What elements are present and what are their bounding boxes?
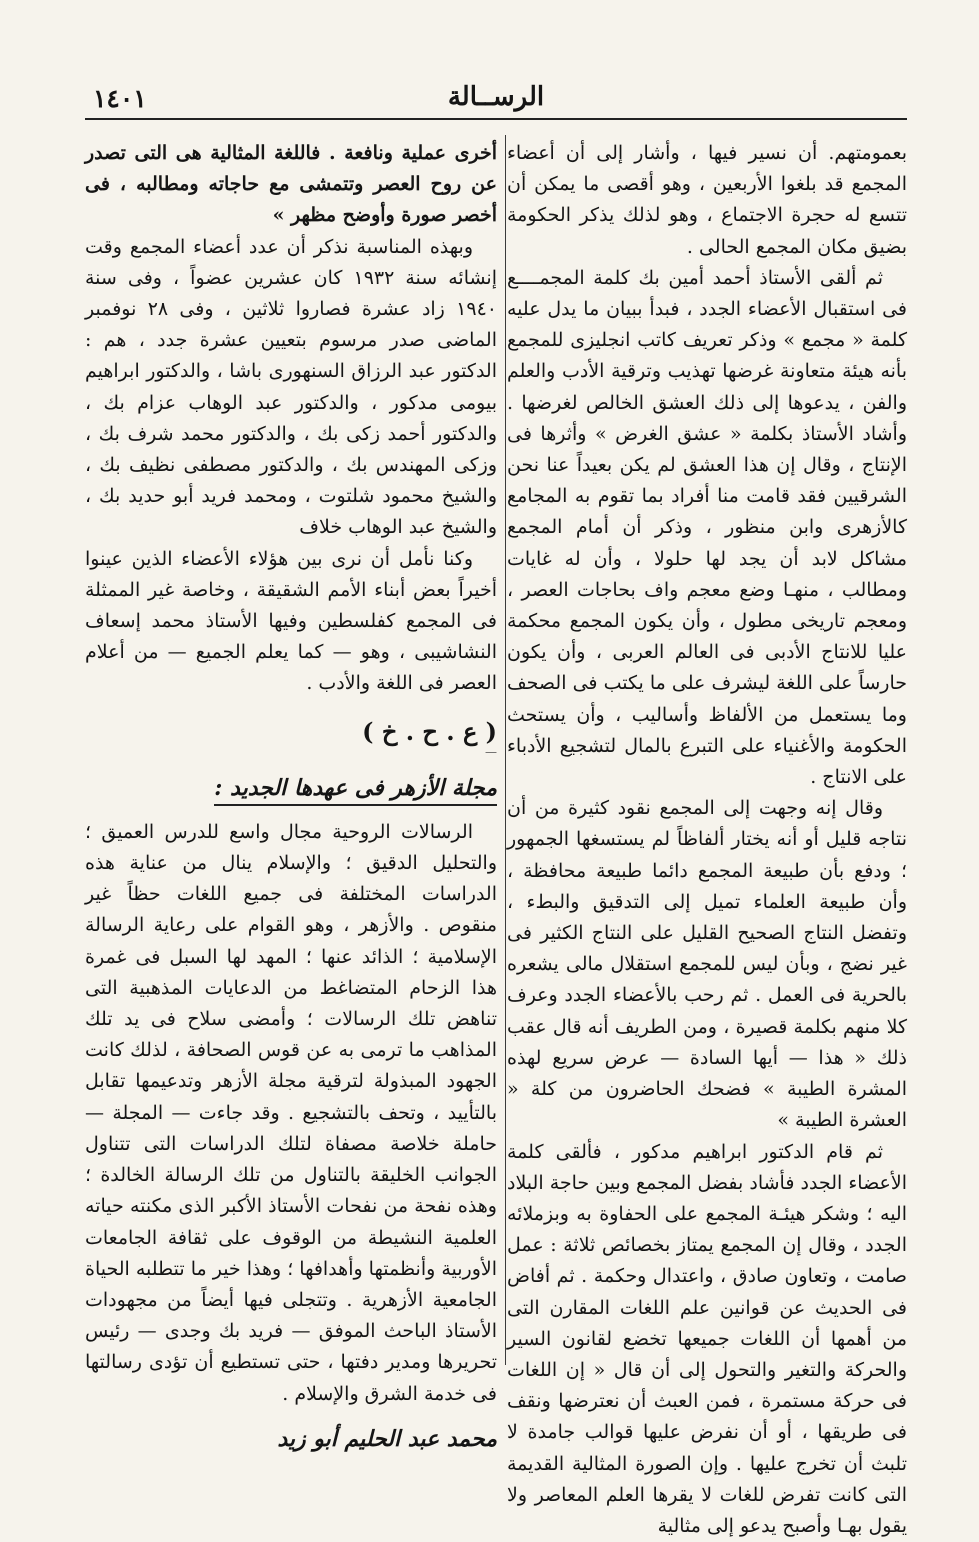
right-column <box>507 138 907 1542</box>
page-header <box>85 78 907 118</box>
paragraph: وقال إنه وجهت إلى المجمع نقود كثيرة من أن نتاجه قليل أو أنه يختار ألفاظاً لم يستسغها الجمهور ؛ ودفع بأن طبيعة المجمع دائما طبيعة محافظة ، وأن طبيعة العلماء تميل إلى التدقيق والبطء ، وتفضل النتاج الصحيح القليل على النتاج الكثير فى غير نضج ، وبأن ليس للمجمع استقلال مالى يشعره بالحرية فى العمل . ثم رحب بالأعضاء الجدد وعرف كلا منهم بكلمة قصيرة ، ومن الطريف أنه قال عقب ذلك « هذا — أيها السادة — عرض سريع لهذه المشرة الطيبة » فضحك الحاضرون من كلة « العشرة الطيبة » <box>507 793 907 1136</box>
left-column <box>85 138 497 1455</box>
page-number: ١٤٠١ <box>93 84 147 113</box>
section-heading-text: مجلة الأزهر فى عهدها الجديد : <box>214 775 497 806</box>
author-signature: محمد عبد الحليم أبو زيد <box>85 1424 497 1455</box>
paragraph: أخرى عملية ونافعة . فاللغة المثالية هى التى تصدر عن روح العصر وتتمشى مع حاجاته ومطالبه ، فى أخصر صورة وأوضح مظهر » <box>85 138 497 232</box>
author-initials: ( ع . ح . خ ) <box>85 716 497 747</box>
separator-mark: — <box>85 747 497 757</box>
paragraph: الرسالات الروحية مجال واسع للدرس العميق ؛ والتحليل الدقيق ؛ والإسلام ينال من عناية هذه الدراسات المختلفة فى جميع اللغات حظاً غير منقوص . والأزهر ، وهو القوام على رعاية الرسالة الإسلامية ؛ الذائد عنها ؛ المهد لها السبل فى غمرة هذا الزحام المتضاغط من الدعايات المذهبية التى تناهض تلك الرسالات ؛ وأمضى سلاح فى يد تلك المذاهب ما ترمى به عن قوس الصحافة ، لذلك كانت الجهود المبذولة لترقية مجلة الأزهر وتدعيمها تقابل بالتأييد ، وتحف بالتشجيع . وقد جاءت — المجلة — حاملة خلاصة مصفاة لتلك الدراسات التى تتناول الجوانب الخليقة بالتناول من تلك الرسالة الخالدة ؛ وهذه نفحة من نفحات الأستاذ الأكبر الذى مكنته حياته العلمية النشيطة من الوقوف على ثقافة الجامعات الأوربية وأنظمتها وأهدافها ؛ وهذا خير ما تتطلبه الحياة الجامعية الأزهرية . وتتجلى فيها أيضاً من مجهودات الأستاذ الباحث الموفق — فريد بك وجدى — رئيس تحريرها ومدير دفتها ، حتى تستطيع أن تؤدى رسالتها فى خدمة الشرق والإسلام . <box>85 817 497 1410</box>
paragraph: بعمومتهم. أن نسير فيها ، وأشار إلى أن أعضاء المجمع قد بلغوا الأربعين ، وهو أقصى ما يمكن أن تتسع له حجرة الاجتماع ، وهو لذلك يذكر الحكومة بضيق مكان المجمع الحالى . <box>507 138 907 263</box>
paragraph: وبهذه المناسبة نذكر أن عدد أعضاء المجمع وقت إنشائه سنة ١٩٣٢ كان عشرين عضواً ، وفى سنة ١٩٤٠ زاد عشرة فصاروا ثلاثين ، وفى ٢٨ نوفمبر الماضى صدر مرسوم بتعيين عشرة جدد ، هم : الدكتور عبد الرزاق السنهورى باشا ، والدكتور ابراهيم بيومى مدكور ، والدكتور عبد الوهاب عزام بك ، والدكتور أحمد زكى بك ، والدكتور محمد شرف بك ، وزكى المهندس بك ، والدكتور مصطفى نظيف بك ، والشيخ محمود شلتوت ، ومحمد فريد أبو حديد بك ، والشيخ عبد الوهاب خلاف <box>85 232 497 544</box>
section-heading <box>85 773 497 803</box>
magazine-title: الرســالة <box>85 82 907 112</box>
paragraph: ثم قام الدكتور ابراهيم مدكور ، فألقى كلمة الأعضاء الجدد فأشاد بفضل المجمع وبين حاجة البلاد اليه ؛ وشكر هيئـة المجمع على الحفاوة به وبزملائه الجدد ، وقال إن المجمع يمتاز بخصائص ثلاثة : عمل صامت ، وتعاون صادق ، واعتدال وحكمة . ثم أفاض فى الحديث عن قوانين علم اللغات المقارن التى من أهمها أن اللغات جميعها تخضع لقانون السير والحركة والتغير والتحول إلى أن قال « إن اللغات فى حركة مستمرة ، فمن العبث أن نعترضها ونقف فى طريقها ، أو أن نفرض عليها قوالب جامدة لا تلبث أن تخرج عليها . وإن الصورة المثالية القديمة التى كانت تفرض للغات لا يقرها العلم المعاصر ولا يقول بهـا وأصبح يدعو إلى مثالية <box>507 1137 907 1542</box>
paragraph: وكنا نأمل أن نرى بين هؤلاء الأعضاء الذين عينوا أخيراً بعض أبناء الأمم الشقيقة ، وخاصة غير الممثلة فى المجمع كفلسطين وفيها الأستاذ محمد إسعاف النشاشيبى ، وهو — كما يعلم الجميع — من أعلام العصر فى اللغة والأدب . <box>85 544 497 700</box>
paragraph: ثم ألقى الأستاذ أحمد أمين بك كلمة المجمــــع فى استقبال الأعضاء الجدد ، فبدأ ببيان ما يدل عليه كلمة « مجمع » وذكر تعريف كاتب انجليزى للمجمع بأنه هيئة متعاونة غرضها تهذيب وترقية الأدب والعلم والفن ، يدعوها إلى ذلك العشق الخالص لغرضها . وأشاد الأستاذ بكلمة « عشق الغرض » وأثرها فى الإنتاج ، وقال إن هذا العشق لم يكن بعيداً عنا نحن الشرقيين فقد قامت منا أفراد بما تقوم به المجامع كالأزهرى وابن منظور ، وذكر أن أمام المجمع مشاكل لابد أن يجد لها حلولا ، وأن له غايات ومطالب ، منهـا وضع معجم واف بحاجات العصر ، ومعجم تاريخى مطول ، وأن يكون المجمع محكمة عليا للانتاج الأدبى فى العالم العربى ، وأن يكون حارساً على اللغة ليشرف على ما يكتب فى الصحف وما يستعمل من الألفاظ وأساليب ، وأن يستحث الحكومة والأغنياء على التبرع بالمال لتشجيع الأدباء على الانتاج . <box>507 263 907 793</box>
header-rule <box>85 118 907 120</box>
column-divider <box>505 135 506 1365</box>
